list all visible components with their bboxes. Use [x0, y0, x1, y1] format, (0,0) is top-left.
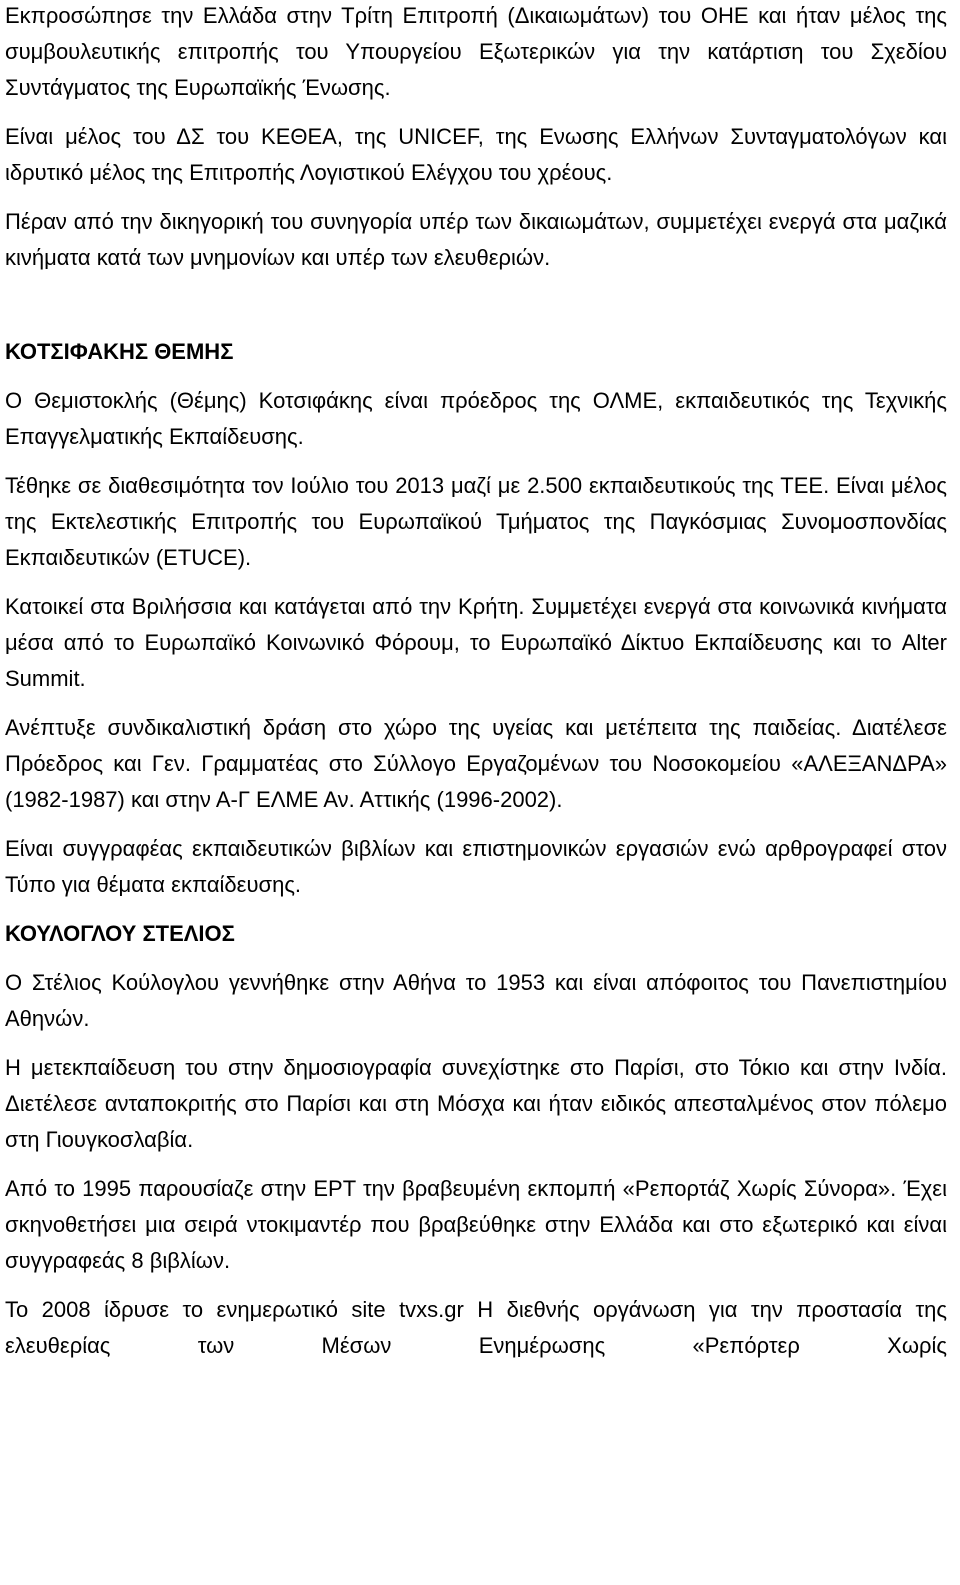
paragraph: Το 2008 ίδρυσε το ενημερωτικό site tvxs.gr Η διεθνής οργάνωση για την προστασία της ελευθερίας των Μέσων Ενημέρωσης «Ρεπόρτερ Χωρίς: [5, 1297, 947, 1358]
section-heading: ΚΟΤΣΙΦΑΚΗΣ ΘΕΜΗΣ: [5, 339, 234, 364]
paragraph: Πέραν από την δικηγορική του συνηγορία υπέρ των δικαιωμάτων, συμμετέχει ενεργά στα μαζικά κινήματα κατά των μνημονίων και υπέρ των ελευθεριών.: [5, 209, 947, 270]
paragraph: Η μετεκπαίδευση του στην δημοσιογραφία συνεχίστηκε στο Παρίσι, στο Τόκιο και στην Ινδία. Διετέλεσε ανταποκριτής στο Παρίσι και στη Μόσχα και ήταν ειδικός απεσταλμένος στον πόλεμο στη Γιουγκοσλαβία.: [5, 1055, 947, 1152]
paragraph: Κατοικεί στα Βριλήσσια και κατάγεται από την Κρήτη. Συμμετέχει ενεργά στα κοινωνικά κινήματα μέσα από το Ευρωπαϊκό Κοινωνικό Φόρουμ, το Ευρωπαϊκό Δίκτυο Εκπαίδευσης και το Alter Summit.: [5, 594, 947, 691]
document-page: [5, 0, 947, 1364]
paragraph: Είναι συγγραφέας εκπαιδευτικών βιβλίων και επιστημονικών εργασιών ενώ αρθρογραφεί στον Τύπο για θέματα εκπαίδευσης.: [5, 836, 947, 897]
paragraph: Ο Θεμιστοκλής (Θέμης) Κοτσιφάκης είναι πρόεδρος της ΟΛΜΕ, εκπαιδευτικός της Τεχνικής Επαγγελματικής Εκπαίδευσης.: [5, 388, 947, 449]
paragraph: Ο Στέλιος Κούλογλου γεννήθηκε στην Αθήνα το 1953 και είναι απόφοιτος του Πανεπιστημίου Αθηνών.: [5, 970, 947, 1031]
paragraph: Ανέπτυξε συνδικαλιστική δράση στο χώρο της υγείας και μετέπειτα της παιδείας. Διατέλεσε Πρόεδρος και Γεν. Γραμματέας στο Σύλλογο Εργαζομένων του Νοσοκομείου «ΑΛΕΞΑΝΔΡΑ» (1982-1987) και στην Α-Γ ΕΛΜΕ Αν. Αττικής (1996-2002).: [5, 715, 947, 812]
paragraph: Από το 1995 παρουσίαζε στην ΕΡΤ την βραβευμένη εκπομπή «Ρεπορτάζ Χωρίς Σύνορα». Έχει σκηνοθετήσει μια σειρά ντοκιμαντέρ που βραβεύθηκε στην Ελλάδα και στο εξωτερικό και είναι συγγραφεάς 8 βιβλίων.: [5, 1176, 947, 1273]
paragraph: Είναι μέλος του ΔΣ του ΚΕΘΕΑ, της UNICEF, της Ενωσης Ελλήνων Συνταγματολόγων και ιδρυτικό μέλος της Επιτροπής Λογιστικού Ελέγχου του χρέους.: [5, 124, 947, 185]
section-heading: ΚΟΥΛΟΓΛΟΥ ΣΤΕΛΙΟΣ: [5, 921, 235, 946]
paragraph: Εκπροσώπησε την Ελλάδα στην Τρίτη Επιτροπή (Δικαιωμάτων) του ΟΗΕ και ήταν μέλος της συμβουλευτικής επιτροπής του Υπουργείου Εξωτερικών για την κατάρτιση του Σχεδίου Συντάγματος της Ευρωπαϊκής Ένωσης.: [5, 3, 947, 100]
paragraph: Τέθηκε σε διαθεσιμότητα τον Ιούλιο του 2013 μαζί με 2.500 εκπαιδευτικούς της ΤΕΕ. Είναι μέλος της Εκτελεστικής Επιτροπής του Ευρωπαϊκού Τμήματος της Παγκόσμιας Συνομοσπονδίας Εκπαιδευτικών (ETUCE).: [5, 473, 947, 570]
